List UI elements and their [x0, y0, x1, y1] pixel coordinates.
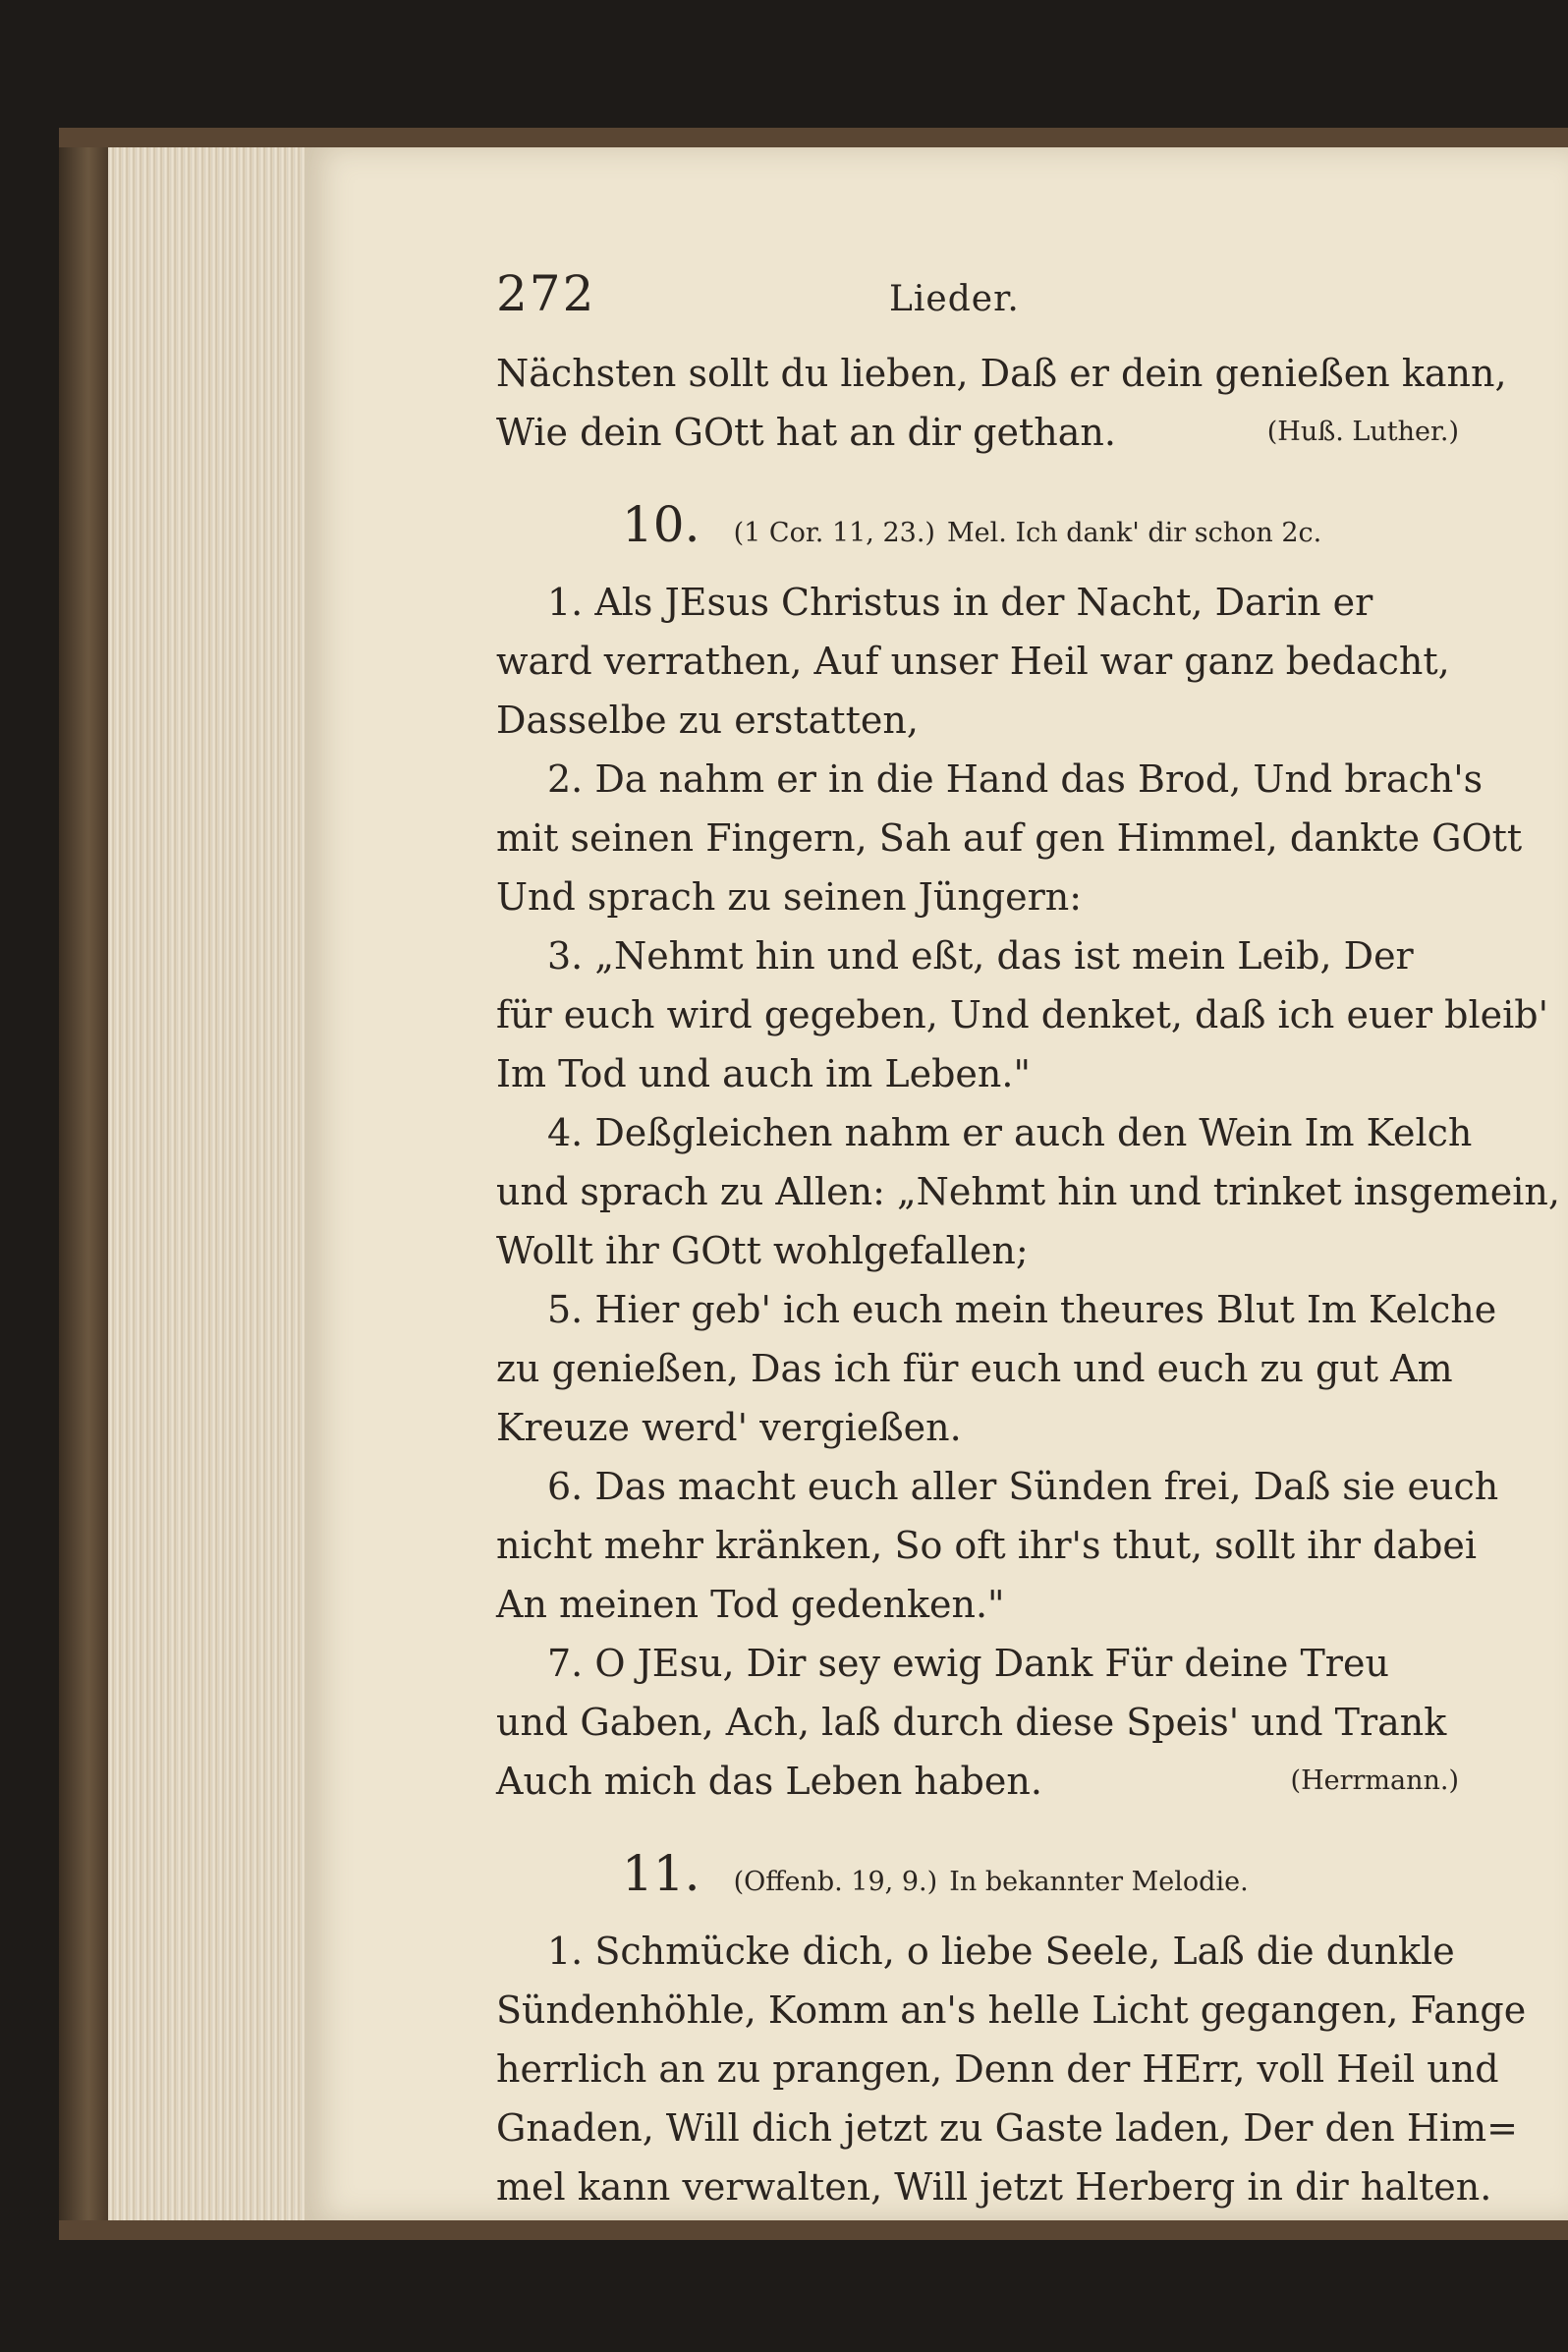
verse-line: für euch wird gegeben, Und denket, daß ich euer bleib'	[496, 993, 1549, 1036]
verse-line: 5. Hier geb' ich euch mein theures Blut Im Kelche	[547, 1288, 1497, 1331]
book-page	[305, 147, 1568, 2220]
verse-line: 3. „Nehmt hin und eßt, das ist mein Leib, Der	[547, 934, 1414, 978]
hymn-reference: (Offenb. 19, 9.)	[733, 1867, 938, 1897]
verse-line: mit seinen Fingern, Sah auf gen Himmel, dankte GOtt	[496, 816, 1523, 860]
verse-line: Wollt ihr GOtt wohlgefallen;	[496, 1229, 1029, 1272]
text-line: Wie dein GOtt hat an dir gethan.	[496, 411, 1116, 454]
verse-line: nicht mehr kränken, So oft ihr's thut, sollt ihr dabei	[496, 1524, 1478, 1567]
hymn-reference: (1 Cor. 11, 23.)	[733, 518, 935, 548]
running-head: Lieder.	[889, 279, 1020, 319]
verse-line: und Gaben, Ach, laß durch diese Speis' und Trank	[496, 1701, 1447, 1744]
verse-line: Im Tod und auch im Leben."	[496, 1052, 1031, 1095]
verse-line: An meinen Tod gedenken."	[496, 1583, 1005, 1626]
verse-line: 1. Schmücke dich, o liebe Seele, Laß die dunkle	[547, 1930, 1455, 1973]
hymn-melody: In bekannter Melodie.	[949, 1867, 1249, 1897]
verse-line: zu genießen, Das ich für euch und euch zu gut Am	[496, 1347, 1453, 1390]
verse-line: herrlich an zu prangen, Denn der HErr, voll Heil und	[496, 2047, 1499, 2091]
verse-line: Sündenhöhle, Komm an's helle Licht gegangen, Fange	[496, 1988, 1527, 2032]
text-line-with-credit	[496, 403, 1469, 462]
author-credit: (Huß. Luther.)	[1266, 417, 1459, 447]
verse-line: Auch mich das Leben haben.	[496, 1760, 1042, 1803]
verse-line-with-credit	[496, 1752, 1469, 1811]
page-edges	[108, 147, 305, 2220]
hymn-heading-11	[496, 1844, 1469, 1912]
verse-line: 6. Das macht euch aller Sünden frei, Daß sie euch	[547, 1465, 1499, 1508]
page-content	[496, 265, 1560, 2216]
verse-line: und sprach zu Allen: „Nehmt hin und trinket insgemein,	[496, 1170, 1560, 1213]
verse-line: Gnaden, Will dich jetzt zu Gaste laden, Der den Him=	[496, 2106, 1518, 2150]
verse-line: 1. Als JEsus Christus in der Nacht, Darin er	[547, 581, 1373, 624]
text-line: Nächsten sollt du lieben, Daß er dein genießen kann,	[496, 352, 1507, 395]
verse-line: Kreuze werd' vergießen.	[496, 1406, 962, 1449]
hymn-heading-10	[496, 495, 1469, 563]
hymn-number: 11.	[622, 1845, 700, 1902]
hymn-melody: Mel. Ich dank' dir schon 2c.	[947, 518, 1322, 548]
verse-line: Dasselbe zu erstatten,	[496, 699, 919, 742]
book-spine-edge	[59, 147, 108, 2220]
verse-line: ward verrathen, Auf unser Heil war ganz bedacht,	[496, 640, 1450, 683]
verse-line: 2. Da nahm er in die Hand das Brod, Und brach's	[547, 757, 1484, 801]
verse-line: 4. Deßgleichen nahm er auch den Wein Im Kelch	[547, 1111, 1473, 1154]
author-credit: (Herrmann.)	[1290, 1765, 1459, 1796]
verse-line: 7. O JEsu, Dir sey ewig Dank Für deine Treu	[547, 1642, 1389, 1685]
verse-line: Und sprach zu seinen Jüngern:	[496, 875, 1083, 919]
page-number: 272	[496, 265, 596, 322]
verse-line: mel kann verwalten, Will jetzt Herberg in dir halten.	[496, 2165, 1492, 2209]
page-header	[496, 265, 1469, 344]
hymn-number: 10.	[622, 496, 700, 553]
